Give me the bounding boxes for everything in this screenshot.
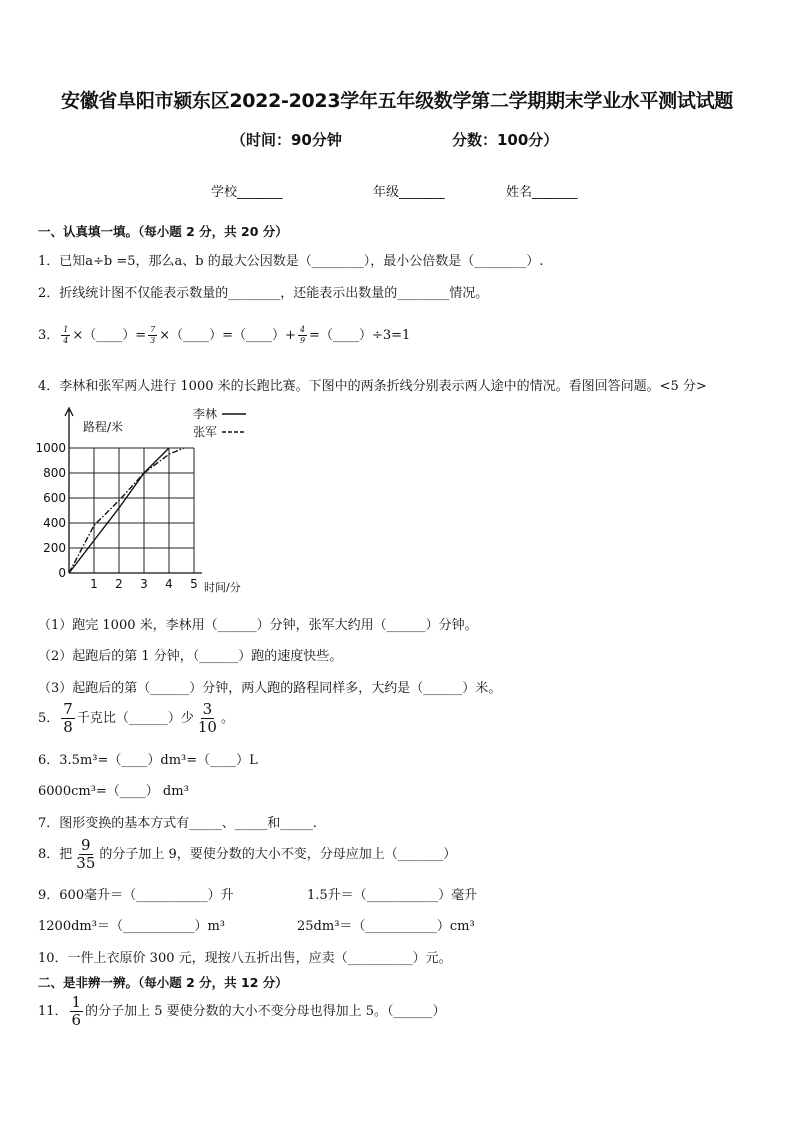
y-tick-label: 0	[58, 566, 66, 580]
question-5-label: 5．	[38, 711, 60, 726]
question-3-part2: ×（____）=（____）+	[159, 328, 296, 343]
question-9b: 1.5升＝（___________）毫升	[307, 888, 478, 903]
fraction: $\frac{1}{6}$	[71, 993, 82, 1029]
x-tick-label: 1	[90, 577, 98, 591]
question-5-text: 千克比（______）少	[76, 711, 194, 726]
question-2: 2．折线统计图不仅能表示数量的________，还能表示出数量的________情况。	[38, 286, 489, 301]
question-11-text: 的分子加上 5 要使分数的大小不变分母也得加上 5。（______）	[85, 1004, 446, 1019]
y-tick-label: 400	[43, 516, 66, 530]
question-10: 10．一件上衣原价 300 元，现按八五折出售，应卖（__________）元。	[38, 951, 452, 966]
x-tick-label: 2	[115, 577, 123, 591]
school-field[interactable]: 学校_______	[211, 185, 283, 200]
question-3-part1: ×（____）=	[72, 328, 147, 343]
question-1: 1．已知a÷b =5，那么a、b 的最大公因数是（________），最小公倍数是（________）.	[38, 254, 544, 269]
x-tick-label: 4	[165, 577, 173, 591]
y-axis-label: 路程/米	[83, 420, 124, 434]
question-3-label: 3．	[38, 328, 60, 343]
question-4-sub2: （2）起跑后的第 1 分钟，（______）跑的速度快些。	[38, 649, 343, 664]
question-8	[38, 838, 456, 871]
x-tick-label: 3	[140, 577, 148, 591]
question-7: 7．图形变换的基本方式有_____、_____和_____.	[38, 816, 317, 831]
question-11	[38, 995, 446, 1028]
fraction: $\frac{1}{4}$	[63, 325, 69, 345]
exam-score: 分数：100分）	[452, 131, 559, 149]
grade-field[interactable]: 年级_______	[373, 185, 445, 200]
section-1-heading: 一、认真填一填。（每小题 2 分，共 20 分）	[38, 224, 288, 239]
question-3	[38, 324, 410, 345]
question-4-sub1: （1）跑完 1000 米，李林用（______）分钟，张军大约用（______）分钟。	[38, 618, 478, 633]
question-6-line1: 6．3.5m³=（____）dm³=（____）L	[38, 753, 258, 768]
question-5-end: 。	[220, 711, 234, 726]
y-tick-label: 600	[43, 491, 66, 505]
question-4-sub3: （3）起跑后的第（______）分钟，两人跑的路程同样多，大约是（______）米。	[38, 681, 502, 696]
question-5	[38, 702, 234, 735]
distance-time-chart	[30, 404, 260, 599]
series-line-2	[69, 448, 184, 573]
question-4-intro: 4．李林和张军两人进行 1000 米的长跑比赛。下图中的两条折线分别表示两人途中的情况。看图回答问题。<5 分>	[38, 379, 707, 394]
question-9d: 25dm³＝（___________）cm³	[297, 919, 475, 934]
fraction: $\frac{7}{3}$	[150, 325, 156, 345]
question-9c: 1200dm³＝（___________）m³	[38, 919, 225, 934]
fraction: $\frac{7}{8}$	[63, 700, 73, 736]
section-2-heading: 二、是非辨一辨。（每小题 2 分，共 12 分）	[38, 975, 288, 990]
y-tick-label: 800	[43, 466, 66, 480]
fraction: $\frac{4}{9}$	[299, 325, 306, 345]
question-6-line2: 6000cm³=（____） dm³	[38, 784, 189, 799]
chart-svg	[30, 404, 260, 599]
x-axis-label: 时间/分	[204, 581, 241, 594]
legend-label: 张军	[193, 425, 218, 439]
question-8-pre: 8．把	[38, 847, 73, 862]
question-3-part3: =（____）÷3=1	[309, 328, 411, 343]
name-field[interactable]: 姓名_______	[506, 185, 578, 200]
question-9a: 9．600毫升＝（___________）升	[38, 888, 234, 903]
x-tick-label: 5	[190, 577, 198, 591]
y-tick-label: 1000	[35, 441, 66, 455]
question-8-text: 的分子加上 9，要使分数的大小不变，分母应加上（_______）	[99, 847, 457, 862]
exam-time: （时间：90分钟	[231, 131, 342, 149]
legend-label: 李林	[193, 407, 218, 421]
question-11-label: 11．	[38, 1004, 68, 1019]
fraction: $\frac{9}{35}$	[76, 836, 96, 872]
page-title: 安徽省阜阳市颍东区2022-2023学年五年级数学第二学期期末学业水平测试试题	[61, 90, 733, 112]
y-tick-label: 200	[43, 541, 66, 555]
fraction: $\frac{3}{10}$	[197, 700, 217, 736]
